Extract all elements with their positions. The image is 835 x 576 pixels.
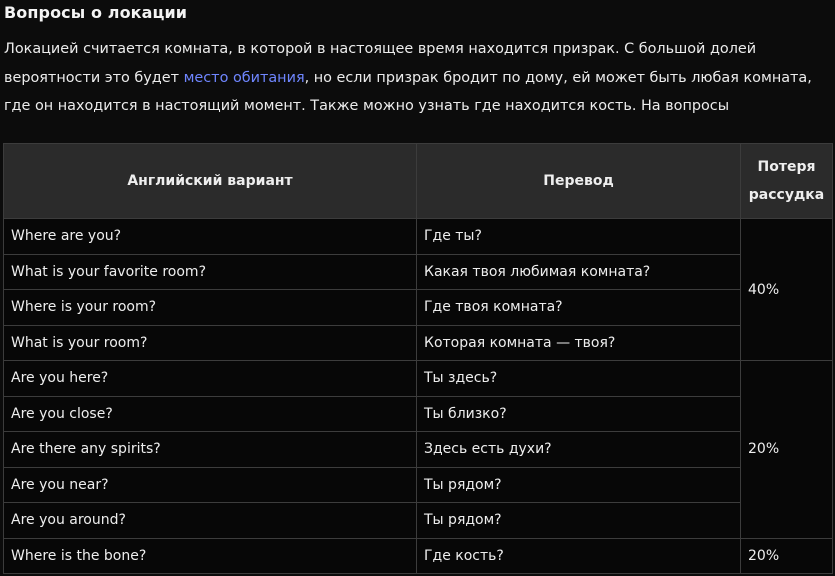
question-english: Are there any spirits? [4,432,417,468]
question-translation: Которая комната — твоя? [417,325,741,361]
table-row [4,538,833,574]
table-row [4,396,833,432]
question-translation: Где твоя комната? [417,290,741,326]
table-row [4,467,833,503]
question-translation: Ты рядом? [417,503,741,539]
section-heading: Вопросы о локации [4,3,188,22]
question-english: Are you near? [4,467,417,503]
table-header-row [4,144,833,219]
question-translation: Ты здесь? [417,361,741,397]
table-row [4,325,833,361]
sanity-loss-value: 20% [741,361,833,539]
question-english: Are you close? [4,396,417,432]
question-english: Are you around? [4,503,417,539]
habitat-link[interactable]: место обитания [183,69,305,86]
question-translation: Здесь есть духи? [417,432,741,468]
question-translation: Где ты? [417,219,741,255]
question-english: Where are you? [4,219,417,255]
sanity-loss-value: 20% [741,538,833,574]
intro-text-start: Локацией считается комната, в которой в настоящее время находится призрак. С большой долей вероятности это будет [4,41,757,86]
table-row [4,290,833,326]
header-sanity-loss: Потеря рассудка [741,144,833,219]
sanity-loss-value: 40% [741,219,833,361]
question-translation: Какая твоя любимая комната? [417,254,741,290]
intro-text-end: , но если призрак бродит по дому, ей может быть любая комната, где он находится в настоящий момент. Также можно узнать где находится кость. На вопросы [4,69,812,114]
table-row [4,254,833,290]
question-translation: Ты рядом? [417,467,741,503]
intro-paragraph [4,35,830,121]
question-english: Where is your room? [4,290,417,326]
question-translation: Ты близко? [417,396,741,432]
table-row [4,503,833,539]
question-english: What is your favorite room? [4,254,417,290]
table-row [4,219,833,255]
table-row [4,432,833,468]
question-english: What is your room? [4,325,417,361]
question-english: Where is the bone? [4,538,417,574]
header-english: Английский вариант [4,144,417,219]
table-row [4,361,833,397]
question-translation: Где кость? [417,538,741,574]
question-english: Are you here? [4,361,417,397]
questions-table [3,143,833,574]
header-translation: Перевод [417,144,741,219]
